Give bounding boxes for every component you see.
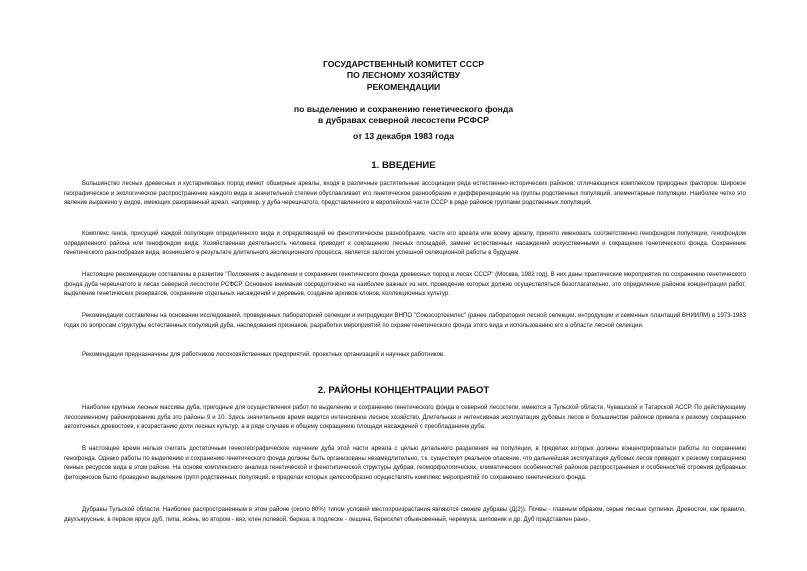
paragraph: Дубравы Тульской области. Наиболее распространенным в этом районе (около 80%) типом условий местопроизрастания являются свежие дубравы (Д(2)). Почвы - главным образом, серые лесные суглинки. Древостои, как правило, двухъярусные, в первом ярусе дуб, липа, ясень, во втором - вяз, клен полевой, береза, в подлеске - лещина, бересклет обыкновенный, черемуха, шиповник и др. Дуб представлен рано-, [64, 507, 746, 523]
header-subject-line1: по выделению и сохранению генетического фонда [293, 104, 514, 114]
paragraph: Рекомендации предназначены для работников лесохозяйственных предприятий, проектных организаций и научных работников. [82, 352, 445, 358]
header-subject-line2: в дубравах северной лесостепи РСФСР [318, 115, 489, 125]
paragraph: Наиболее крупные лесные массивы дуба, пригодные для осуществления работ по выделению и сохранению генетического фонда в северной лесостепи, имеются в Тульской области, Чувашской и Татарской АССР. По действующему лесосеменному районированию дуба это районы 9 и 10. Здесь значительное время ведется интенсивное лесное хозяйство. Длительная и интенсивная эксплуатация дубовых лесов в большинстве районов привела к резкому сокращению автохтонных древостоев, к возрастанию доли лесных культур, а в ряде случаев и общему сокращению площади насаждений с преобладанием дуба. [64, 405, 746, 431]
header-org-line1: ГОСУДАРСТВЕННЫЙ КОМИТЕТ СССР [322, 59, 485, 69]
paragraph: Комплекс генов, присущий каждой популяции определенного вида и определяющий ее фенотипическое разнообразие, части его ареала или всему ареалу, принято именовать соответственно генофондом популяции, генофондом определенного района или генофондом вида. Хозяйственная деятельность человека приводит к сокращению лесных площадей, замене естественных насаждений искусственными и сокращение генетического фонда. Сохранение генетического разнообразия вида, возникшего в результате длительного эволюционного процесса, является залогом успешной селекционной работы в будущем. [64, 231, 746, 257]
header-date: от 13 декабря 1983 года [352, 131, 455, 141]
section-title-work-areas: 2. РАЙОНЫ КОНЦЕНТРАЦИИ РАБОТ [317, 385, 490, 396]
paragraph: В настоящее время нельзя считать достаточным генеогеографическое изучение дуба этой части ареала с целью детального разделения на популяции, в пределах которых должны концентрироваться работы по сохранению генофонда. Однако работы по выделению и сохранению генетического фонда должны быть организованы незамедлительно, т.к. существует реальное опасение, что дальнейшая эксплуатация дубовых лесов приведет к резкому сокращению генных ресурсов вида в этом районе. На основе комплексного анализа генетической и фенотипической структуры дубрав, геоморфологических, климатических особенностей районов распространения и особенностей строения дубравных фитоценозов было проведено выделение групп родственных популяций, в пределах которых целесообразно осуществлять комплекс мероприятий по сохранению генетического фонда. [64, 446, 746, 482]
header-org-line2: ПО ЛЕСНОМУ ХОЗЯЙСТВУ [346, 70, 461, 80]
paragraph: Настоящие рекомендации составлены в развитие "Положения о выделении и сохранении генетического фонда древесных пород в лесах СССР" (Москва, 1982 год). В них даны практические мероприятия по сохранению генетического фонда дуба черешчатого в лесах северной лесостепи РСФСР. Основное внимание сосредоточено на наиболее важных из них, проведение которых должно осуществляться безотлагательно, это определение районов концентрации работ, выделение генетических резерватов, сохранение отдельных насаждений и деревьев, создание архивов клонов, коллекционных культур. [64, 272, 746, 298]
section-title-introduction: 1. ВВЕДЕНИЕ [371, 160, 436, 171]
paragraph: Большинство лесных древесных и кустарниковых пород имеют обширные ареалы, входя в различные растительные ассоциации ряда естественно-исторических районов, отличающихся комплексом природных факторов. Широкое географическое и экологическое распространение каждого вида в значительной степени обуславливает его генетическое разнообразие и дифференциацию на группы родственных популяций, элементарные популяции. Наиболее четко это явление выражено у видов, имеющих разорванный ареал, например, у дуба черешчатого, представленного в европейской части СССР в ряде районов группами родственных популяций. [64, 181, 746, 207]
paragraph: Рекомендации составлены на основании исследований, проведенных лабораторией селекции и интродукции ВНПО "Союзсортсемлес" (ранее лаборатория лесной селекции, интродукции и семенных плантаций ВНИИЛМ) в 1973-1983 годах по вопросам структуры естественных популяций дуба, наследования признаков, разработки мероприятий по охране генетического фонда этого вида и использованию его в области лесной селекции. [64, 313, 746, 329]
header-doc-type: РЕКОМЕНДАЦИИ [366, 82, 441, 92]
